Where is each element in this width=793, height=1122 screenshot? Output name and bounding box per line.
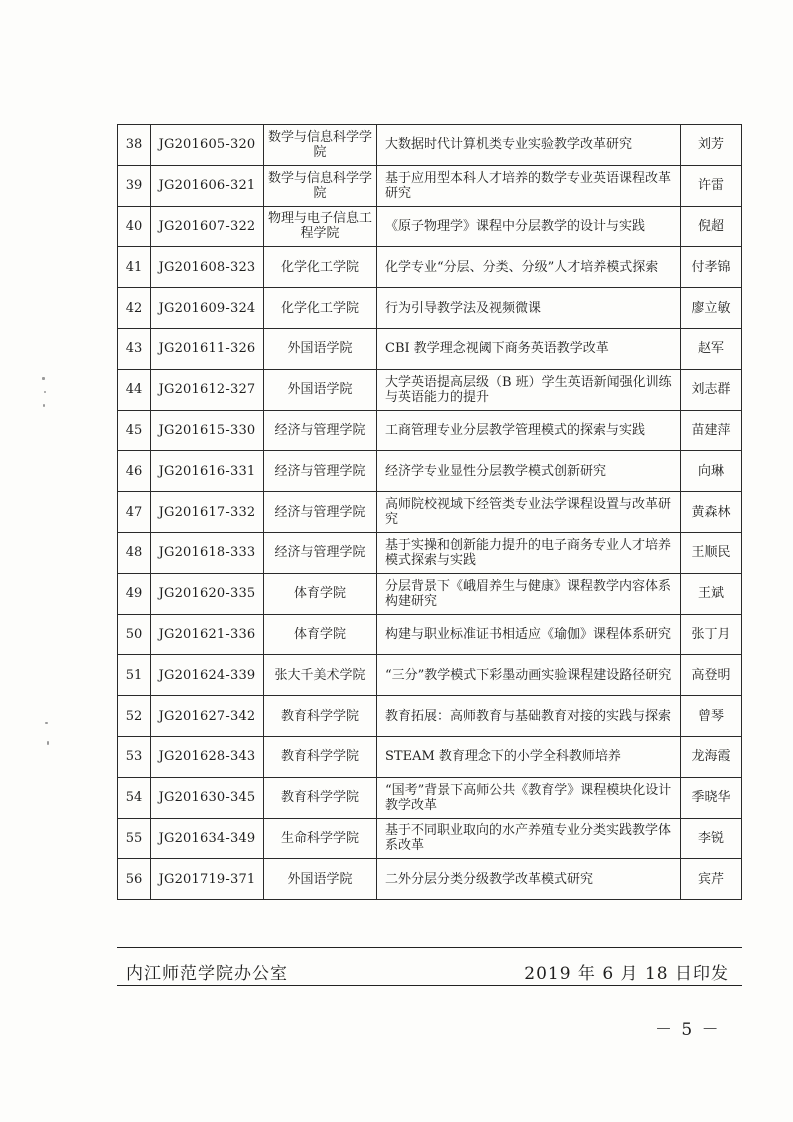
project-leader: 刘志群 [681,369,742,410]
table-row [118,288,742,329]
project-title: 教育拓展：高师教育与基础教育对接的实践与探索 [377,696,681,737]
project-id: JG201607-322 [151,206,264,247]
project-id: JG201616-331 [151,451,264,492]
college-name: 体育学院 [264,614,377,655]
project-title: “国考”背景下高师公共《教育学》课程模块化设计教学改革 [377,777,681,818]
project-id: JG201630-345 [151,777,264,818]
college-name: 经济与管理学院 [264,492,377,533]
project-leader: 季晓华 [681,777,742,818]
college-name: 数学与信息科学学院 [264,125,377,166]
project-leader: 龙海霞 [681,736,742,777]
table-row [118,492,742,533]
college-name: 张大千美术学院 [264,655,377,696]
college-name: 教育科学学院 [264,736,377,777]
project-id: JG201611-326 [151,328,264,369]
row-number: 43 [118,328,151,369]
project-leader: 许雷 [681,165,742,206]
table-row [118,532,742,573]
college-name: 经济与管理学院 [264,451,377,492]
row-number: 41 [118,247,151,288]
project-title: CBI 教学理念视阈下商务英语教学改革 [377,328,681,369]
page-number: － 5 － [655,1020,721,1040]
project-id: JG201624-339 [151,655,264,696]
project-id: JG201615-330 [151,410,264,451]
project-id: JG201719-371 [151,859,264,900]
college-name: 经济与管理学院 [264,532,377,573]
project-id: JG201620-335 [151,573,264,614]
project-title: 化学专业“分层、分类、分级”人才培养模式探索 [377,247,681,288]
college-name: 物理与电子信息工程学院 [264,206,377,247]
project-leader: 曾琴 [681,696,742,737]
project-title: 大数据时代计算机类专业实验教学改革研究 [377,125,681,166]
issue-date: 2019 年 6 月 18 日印发 [524,964,729,984]
project-leader: 付孝锦 [681,247,742,288]
project-title: 基于应用型本科人才培养的数学专业英语课程改革研究 [377,165,681,206]
project-leader: 高登明 [681,655,742,696]
project-title: 《原子物理学》课程中分层教学的设计与实践 [377,206,681,247]
table-row [118,165,742,206]
project-id: JG201608-323 [151,247,264,288]
scan-speck [47,741,49,745]
table-row [118,573,742,614]
table-row [118,206,742,247]
scan-speck [43,404,45,407]
table-row [118,859,742,900]
table-row [118,696,742,737]
row-number: 54 [118,777,151,818]
row-number: 50 [118,614,151,655]
project-leader: 张丁月 [681,614,742,655]
project-leader: 刘芳 [681,125,742,166]
project-title: “三分”教学模式下彩墨动画实验课程建设路径研究 [377,655,681,696]
college-name: 体育学院 [264,573,377,614]
row-number: 42 [118,288,151,329]
table-row [118,125,742,166]
project-id: JG201612-327 [151,369,264,410]
project-id: JG201618-333 [151,532,264,573]
row-number: 56 [118,859,151,900]
row-number: 40 [118,206,151,247]
project-title: 二外分层分类分级教学改革模式研究 [377,859,681,900]
project-id: JG201617-332 [151,492,264,533]
college-name: 化学化工学院 [264,247,377,288]
project-leader: 王顺民 [681,532,742,573]
college-name: 教育科学学院 [264,696,377,737]
row-number: 55 [118,818,151,859]
project-leader: 李锐 [681,818,742,859]
college-name: 经济与管理学院 [264,410,377,451]
table-row [118,369,742,410]
row-number: 51 [118,655,151,696]
college-name: 数学与信息科学学院 [264,165,377,206]
footer-bottom-rule [117,985,742,986]
project-id: JG201606-321 [151,165,264,206]
college-name: 化学化工学院 [264,288,377,329]
table-row [118,328,742,369]
project-leader: 倪超 [681,206,742,247]
project-leader: 赵军 [681,328,742,369]
table-row [118,247,742,288]
college-name: 外国语学院 [264,328,377,369]
row-number: 47 [118,492,151,533]
table-row [118,777,742,818]
project-title: 工商管理专业分层教学管理模式的探索与实践 [377,410,681,451]
table-row [118,736,742,777]
row-number: 39 [118,165,151,206]
project-leader: 苗建萍 [681,410,742,451]
project-id: JG201634-349 [151,818,264,859]
table-row [118,818,742,859]
table-row [118,655,742,696]
row-number: 38 [118,125,151,166]
project-table [117,124,742,900]
row-number: 45 [118,410,151,451]
table-body [118,125,742,900]
project-title: 大学英语提高层级（B 班）学生英语新闻强化训练与英语能力的提升 [377,369,681,410]
scan-speck [44,391,46,393]
project-title: 经济学专业显性分层教学模式创新研究 [377,451,681,492]
issuing-office: 内江师范学院办公室 [126,964,288,984]
project-leader: 宾芹 [681,859,742,900]
project-title: 分层背景下《峨眉养生与健康》课程教学内容体系构建研究 [377,573,681,614]
project-title: 构建与职业标准证书相适应《瑜伽》课程体系研究 [377,614,681,655]
college-name: 外国语学院 [264,369,377,410]
project-title: 基于实操和创新能力提升的电子商务专业人才培养模式探索与实践 [377,532,681,573]
project-leader: 向琳 [681,451,742,492]
row-number: 48 [118,532,151,573]
project-leader: 黄森林 [681,492,742,533]
row-number: 49 [118,573,151,614]
project-id: JG201609-324 [151,288,264,329]
project-id: JG201627-342 [151,696,264,737]
table-row [118,451,742,492]
project-title: 基于不同职业取向的水产养殖专业分类实践教学体系改革 [377,818,681,859]
row-number: 44 [118,369,151,410]
scan-speck [42,377,45,380]
project-title: 高师院校视域下经管类专业法学课程设置与改革研究 [377,492,681,533]
project-leader: 廖立敏 [681,288,742,329]
scan-speck [45,722,48,724]
table-row [118,410,742,451]
project-title: 行为引导教学法及视频微课 [377,288,681,329]
college-name: 教育科学学院 [264,777,377,818]
project-title: STEAM 教育理念下的小学全科教师培养 [377,736,681,777]
project-id: JG201605-320 [151,125,264,166]
row-number: 53 [118,736,151,777]
college-name: 外国语学院 [264,859,377,900]
project-id: JG201621-336 [151,614,264,655]
table-row [118,614,742,655]
row-number: 46 [118,451,151,492]
row-number: 52 [118,696,151,737]
project-id: JG201628-343 [151,736,264,777]
project-leader: 王斌 [681,573,742,614]
college-name: 生命科学学院 [264,818,377,859]
footer-top-rule [117,947,742,948]
